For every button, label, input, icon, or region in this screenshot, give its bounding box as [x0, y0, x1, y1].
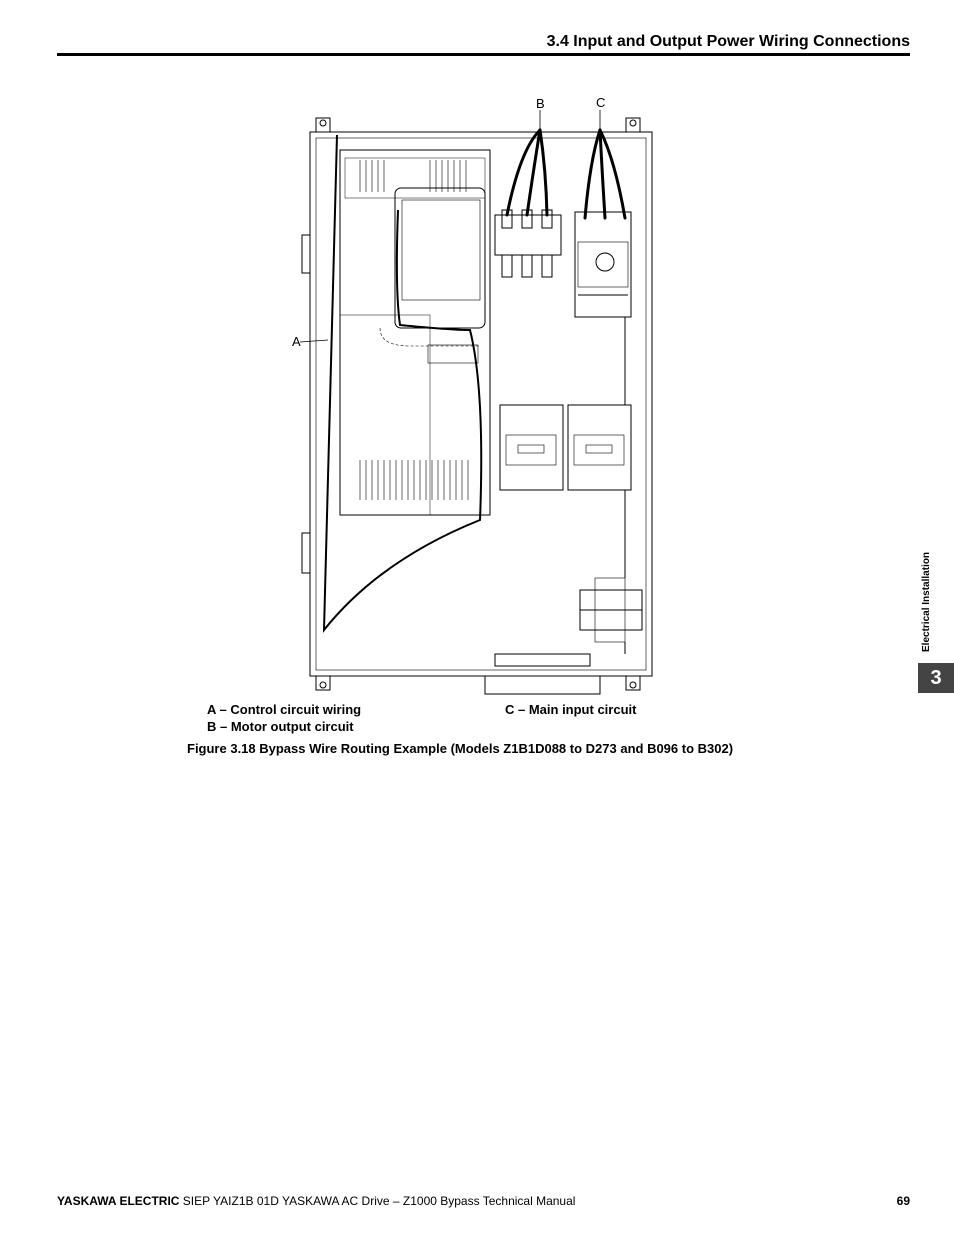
callout-c: C: [596, 95, 606, 110]
footer-doc-title: SIEP YAIZ1B 01D YASKAWA AC Drive – Z1000 Bypass Technical Manual: [179, 1194, 576, 1208]
legend-a: A – Control circuit wiring: [207, 702, 362, 717]
control-board: [395, 188, 485, 328]
header-rule: [57, 53, 910, 56]
footer-doc-info: [57, 1194, 575, 1208]
contactor-right: [568, 405, 631, 490]
footer-brand: YASKAWA ELECTRIC: [57, 1194, 180, 1208]
motor-output-cable-3: [540, 130, 547, 215]
wiring-diagram: [280, 90, 680, 700]
drive-unit: [340, 150, 490, 515]
contactor-left: [500, 405, 563, 490]
main-input-disconnect: [575, 212, 631, 317]
enclosure-outline: [310, 132, 652, 676]
control-circuit-cable: [324, 135, 481, 630]
motor-output-cable-1: [507, 130, 540, 215]
legend-b: B – Motor output circuit: [207, 719, 354, 734]
callout-a: A: [292, 334, 301, 349]
figure-caption: Figure 3.18 Bypass Wire Routing Example (Models Z1B1D088 to D273 and B096 to B302): [187, 741, 734, 756]
section-side-label: Electrical Installation: [921, 551, 932, 652]
main-input-cable-1: [585, 130, 600, 218]
chapter-tab: 3: [918, 663, 954, 693]
page-header-title: 3.4 Input and Output Power Wiring Connections: [546, 33, 910, 50]
motor-output-terminal: [495, 215, 561, 255]
callout-b: B: [536, 96, 545, 111]
page-number: 69: [896, 1194, 910, 1208]
legend-c: C – Main input circuit: [505, 702, 637, 717]
